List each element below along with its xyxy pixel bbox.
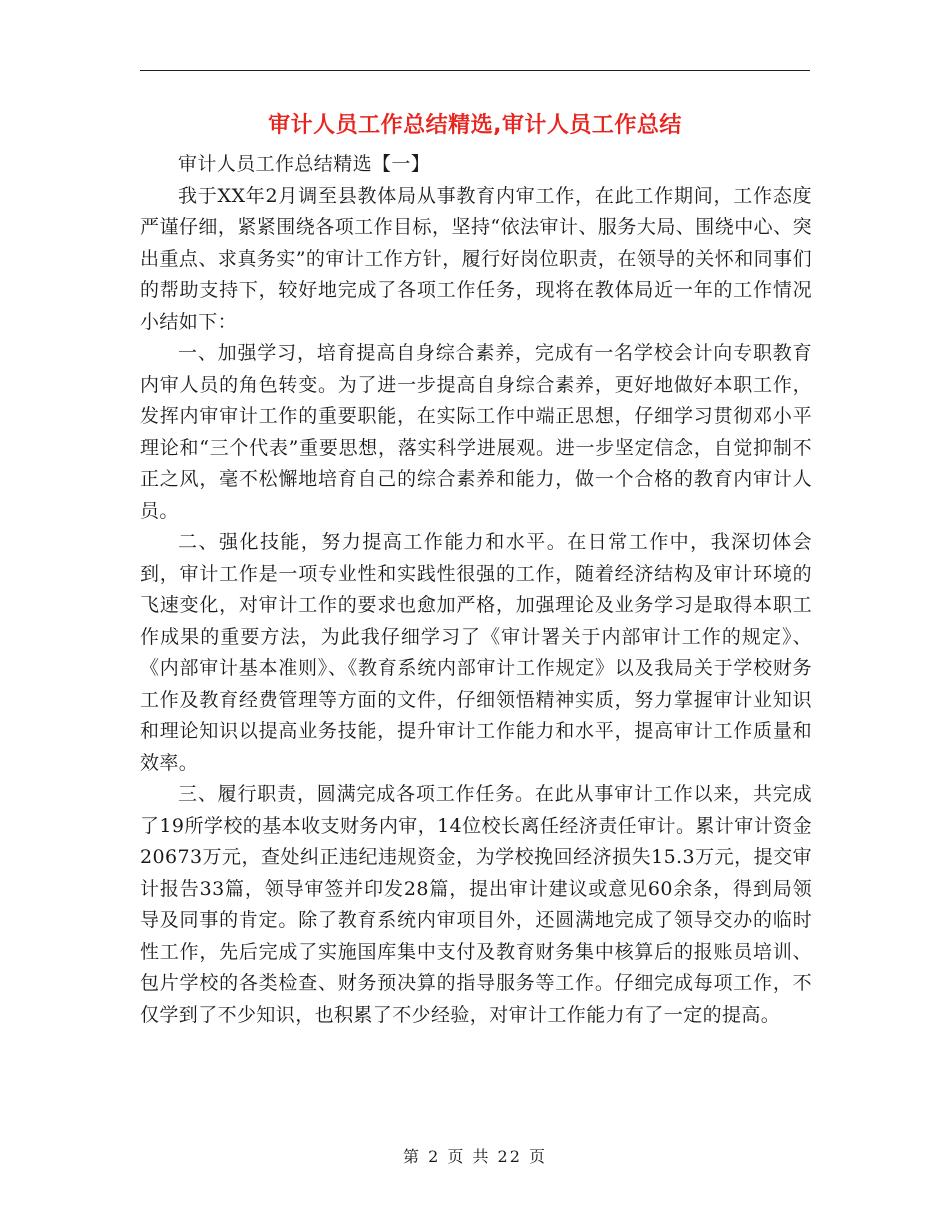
header-rule bbox=[140, 70, 810, 71]
paragraph-section-2: 二、强化技能，努力提高工作能力和水平。在日常工作中，我深切体会到，审计工作是一项专业性和实践性很强的工作，随着经济结构及审计环境的飞速变化，对审计工作的要求也愈加严格，加强理论及业务学习是取得本职工作成果的重要方法，为此我仔细学习了《审计署关于内部审计工作的规定》、《内部审计基本准则》、《教育系统内部审计工作规定》以及我局关于学校财务工作及教育经费管理等方面的文件，仔细领悟精神实质，努力掌握审计业知识和理论知识以提高业务技能，提升审计工作能力和水平，提高审计工作质量和效率。 bbox=[140, 531, 812, 774]
document-body bbox=[140, 149, 812, 1031]
page-number: 第 2 页 共 22 页 bbox=[403, 1147, 547, 1166]
paragraph-section-3: 三、履行职责，圆满完成各项工作任务。在此从事审计工作以来，共完成了19所学校的基本收支财务内审，14位校长离任经济责任审计。累计审计资金20673万元，查处纠正违纪违规资金，为学校挽回经济损失15.3万元，提交审计报告33篇，领导审签并印发28篇，提出审计建议或意见60余条，得到局领导及同事的肯定。除了教育系统内审项目外，还圆满地完成了领导交办的临时性工作，先后完成了实施国库集中支付及教育财务集中核算后的报账员培训、包片学校的各类检查、财务预决算的指导服务等工作。仔细完成每项工作，不仅学到了不少知识，也积累了不少经验，对审计工作能力有了一定的提高。 bbox=[140, 783, 812, 1026]
section-heading: 审计人员工作总结精选【一】 bbox=[178, 153, 431, 175]
paragraph-intro: 我于XX年2月调至县教体局从事教育内审工作，在此工作期间，工作态度严谨仔细，紧紧围绕各项工作目标，坚持“依法审计、服务大局、围绕中心、突出重点、求真务实”的审计工作方针，履行好岗位职责，在领导的关怀和同事们的帮助支持下，较好地完成了各项工作任务，现将在教体局近一年的工作情况小结如下： bbox=[140, 184, 812, 333]
document-title: 审计人员工作总结精选,审计人员工作总结 bbox=[268, 113, 682, 138]
paragraph-section-1: 一、加强学习，培育提高自身综合素养，完成有一名学校会计向专职教育内审人员的角色转变。为了进一步提高自身综合素养，更好地做好本职工作，发挥内审审计工作的重要职能，在实际工作中端正思想，仔细学习贯彻邓小平理论和“三个代表”重要思想，落实科学进展观。进一步坚定信念，自觉抑制不正之风，毫不松懈地培育自己的综合素养和能力，做一个合格的教育内审计人员。 bbox=[140, 342, 812, 522]
